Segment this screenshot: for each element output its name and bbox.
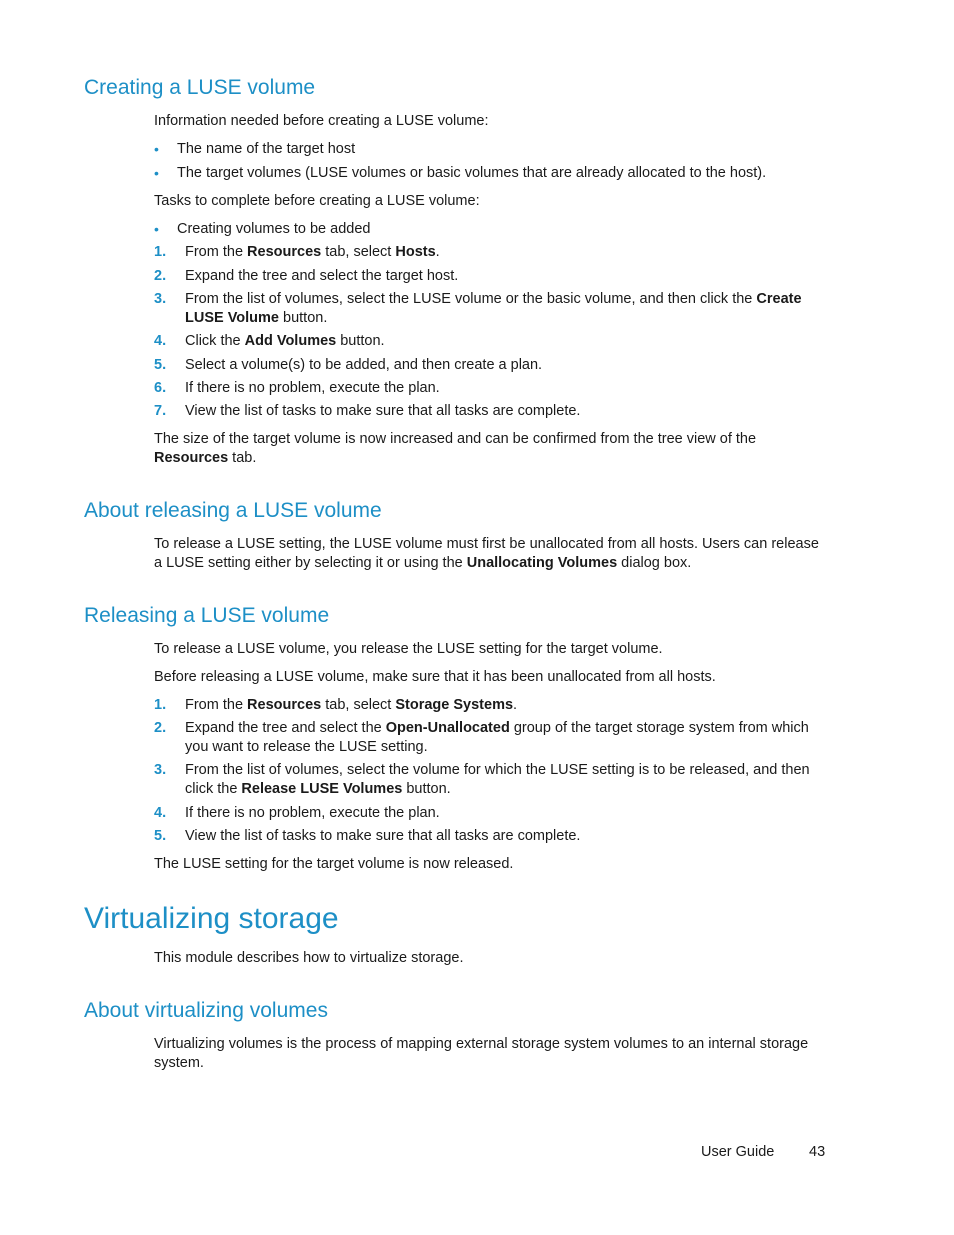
releasing-p1: To release a LUSE volume, you release the LUSE setting for the target volume. bbox=[154, 641, 663, 657]
releasing-p2: Before releasing a LUSE volume, make sure that it has been unallocated from all hosts. bbox=[154, 669, 716, 685]
creating-outro: The size of the target volume is now increased and can be confirmed from the tree view of the Resources tab. bbox=[154, 431, 757, 466]
bullet-icon: • bbox=[154, 221, 159, 237]
creating-tasks-intro: Tasks to complete before creating a LUSE volume: bbox=[154, 193, 480, 209]
step-item: 7. View the list of tasks to make sure that all tasks are complete. bbox=[154, 403, 581, 419]
step-item: 3. From the list of volumes, select the volume for which the LUSE setting is to be released, and then click the Release LUSE Volumes button. bbox=[154, 762, 810, 797]
step-item: 3. From the list of volumes, select the LUSE volume or the basic volume, and then click the Create LUSE Volume button. bbox=[154, 291, 802, 326]
step-item: 2. Expand the tree and select the Open-Unallocated group of the target storage system from which you want to release the LUSE setting. bbox=[154, 720, 809, 755]
step-item: 2. Expand the tree and select the target host. bbox=[154, 268, 459, 284]
creating-intro: Information needed before creating a LUSE volume: bbox=[154, 113, 489, 129]
footer-label: User Guide bbox=[701, 1144, 775, 1160]
bullet-icon: • bbox=[154, 141, 159, 157]
step-item: 1. From the Resources tab, select Storage Systems. bbox=[154, 697, 518, 713]
page-number: 43 bbox=[809, 1144, 826, 1160]
chapter-heading-virtualizing: Virtualizing storage bbox=[84, 902, 339, 935]
section-heading-releasing: Releasing a LUSE volume bbox=[84, 604, 330, 627]
step-item: 4. Click the Add Volumes button. bbox=[154, 333, 385, 349]
virtualizing-p1: This module describes how to virtualize storage. bbox=[154, 950, 464, 966]
section-heading-creating: Creating a LUSE volume bbox=[84, 76, 316, 99]
step-item: 1. From the Resources tab, select Hosts. bbox=[154, 244, 440, 260]
bullet-icon: • bbox=[154, 165, 159, 181]
about-releasing-text: To release a LUSE setting, the LUSE volume must first be unallocated from all hosts. Users can release a LUSE setting either by selecting it or using the Unallocating Volumes dialog box. bbox=[154, 536, 819, 571]
step-item: 4. If there is no problem, execute the plan. bbox=[154, 805, 440, 821]
step-item: 5. View the list of tasks to make sure that all tasks are complete. bbox=[154, 828, 581, 844]
step-item: 6. If there is no problem, execute the plan. bbox=[154, 380, 440, 396]
about-virtualizing-p1: Virtualizing volumes is the process of mapping external storage system volumes to an internal storage system. bbox=[154, 1036, 809, 1071]
section-heading-about-virtualizing: About virtualizing volumes bbox=[84, 999, 328, 1022]
step-item: 5. Select a volume(s) to be added, and then create a plan. bbox=[154, 357, 543, 373]
releasing-outro: The LUSE setting for the target volume is now released. bbox=[154, 856, 514, 872]
section-heading-about-releasing: About releasing a LUSE volume bbox=[84, 499, 382, 522]
